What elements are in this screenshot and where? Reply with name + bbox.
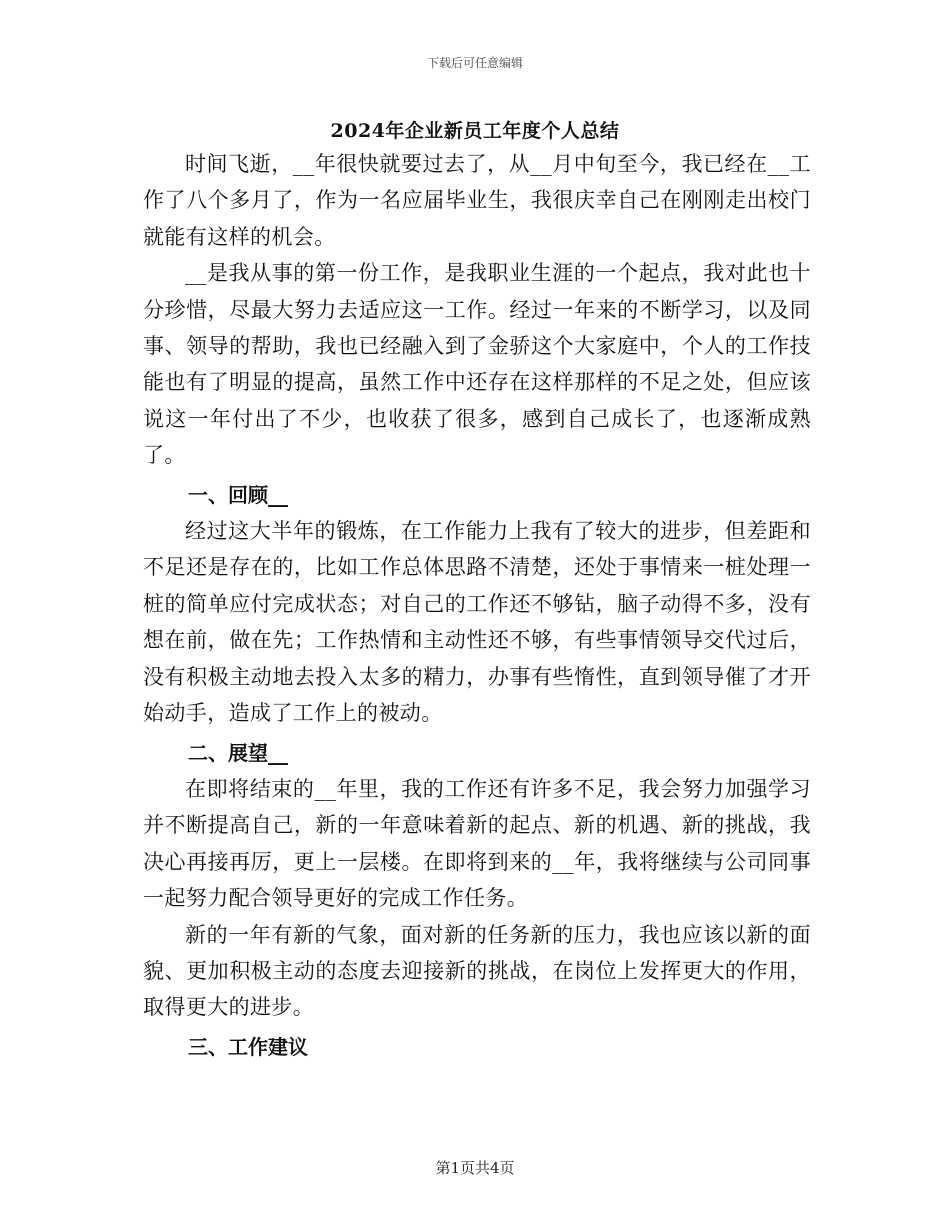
intro-paragraph-1: 时间飞逝，__年很快就要过去了，从__月中旬至今，我已经在__工作了八个多月了，作为一名应届毕业生，我很庆幸自己在刚刚走出校门就能有这样的机会。 (143, 152, 811, 249)
page-number: 第1页共4页 (435, 1159, 515, 1177)
section-heading-suggestions: 三、工作建议 (188, 1034, 308, 1059)
section-heading-outlook: 二、展望__ (188, 740, 288, 765)
document-title: 2024年企业新员工年度个人总结 (330, 120, 620, 142)
review-paragraph: 经过这大半年的锻炼，在工作能力上我有了较大的进步，但差距和不足还是存在的，比如工作总体思路不清楚，还处于事情来一桩处理一桩的简单应付完成状态；对自己的工作还不够钻，脑子动得不多，没有想在前，做在先；工作热情和主动性还不够，有些事情领导交代过后，没有积极主动地去投入太多的精力，办事有些惰性，直到领导催了才开始动手，造成了工作上的被动。 (143, 519, 811, 726)
section-heading-review: 一、回顾__ (188, 482, 288, 507)
intro-paragraph-2: __是我从事的第一份工作，是我职业生涯的一个起点，我对此也十分珍惜，尽最大努力去适应这一工作。经过一年来的不断学习，以及同事、领导的帮助，我也已经融入到了金骄这个大家庭中，个人的工作技能也有了明显的提高，虽然工作中还存在这样那样的不足之处，但应该说这一年付出了不少，也收获了很多，感到自己成长了，也逐渐成熟了。 (143, 261, 811, 468)
document-body (143, 146, 811, 1065)
outlook-paragraph-1: 在即将结束的__年里，我的工作还有许多不足，我会努力加强学习并不断提高自己，新的一年意味着新的起点、新的机遇、新的挑战，我决心再接再厉，更上一层楼。在即将到来的__年，我将继续与公司同事一起努力配合领导更好的完成工作任务。 (143, 776, 811, 911)
page-header-note: 下载后可任意编辑 (426, 56, 523, 70)
outlook-paragraph-2: 新的一年有新的气象，面对新的任务新的压力，我也应该以新的面貌、更加积极主动的态度去迎接新的挑战，在岗位上发挥更大的作用，取得更大的进步。 (143, 922, 811, 1020)
